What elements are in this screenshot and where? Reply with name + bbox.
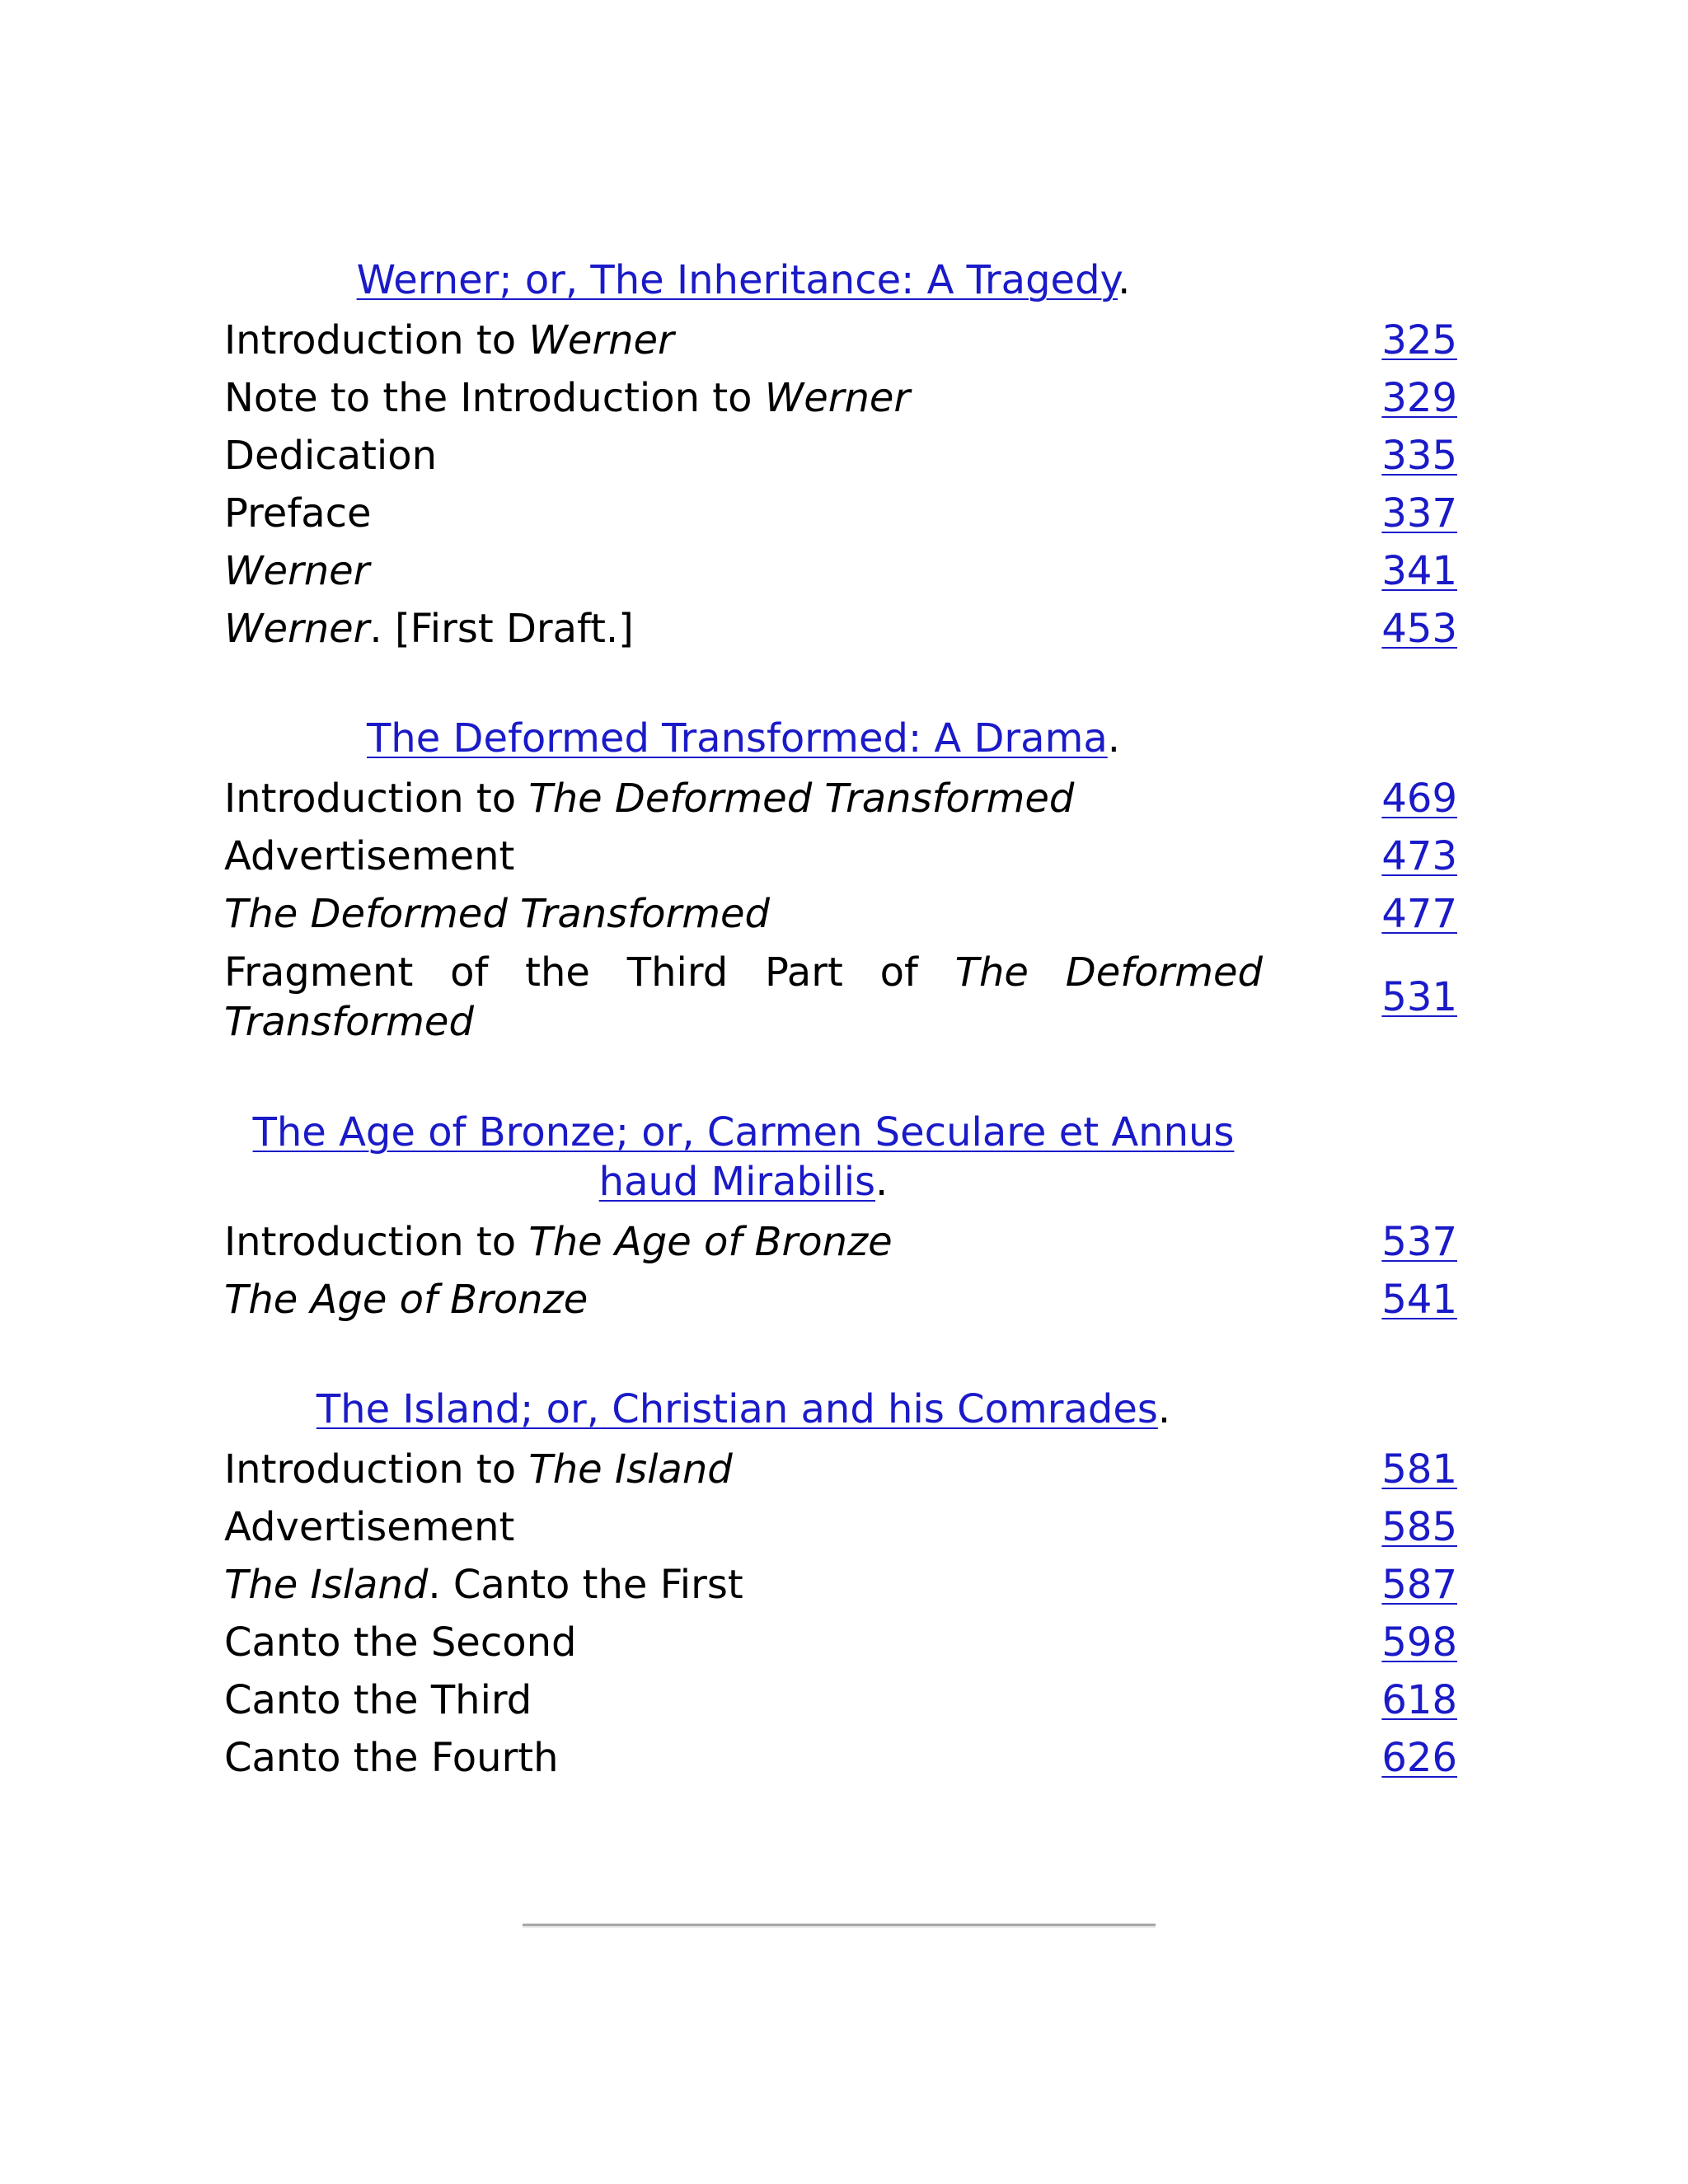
entry-prefix: Canto the Fourth (224, 1735, 559, 1781)
page-link[interactable]: 341 (1381, 548, 1457, 594)
toc-row (224, 827, 1457, 885)
toc-section (224, 1385, 1457, 1787)
entry-text (224, 832, 1263, 881)
page-link[interactable]: 537 (1381, 1219, 1457, 1265)
title-period: . (1118, 257, 1131, 303)
title-period: . (875, 1159, 889, 1205)
toc-section (224, 1108, 1457, 1329)
page-number (1381, 972, 1457, 1022)
entry-text (224, 316, 1263, 365)
page-number (1381, 1502, 1457, 1552)
entry-prefix: Introduction to (224, 1446, 529, 1493)
toc-section (224, 255, 1457, 658)
page-number (1381, 832, 1457, 881)
entry-italic-title: The Island (528, 1446, 733, 1493)
entry-suffix: . Canto the First (428, 1562, 743, 1608)
entry-italic-title: Werner (764, 375, 911, 421)
page-link[interactable]: 325 (1381, 317, 1457, 363)
toc-row (224, 369, 1457, 427)
page-link[interactable]: 337 (1381, 490, 1457, 537)
section-title-link[interactable]: The Age of Bronze; or, Carmen Seculare et Annus haud Mirabilis (252, 1109, 1235, 1205)
page-link[interactable]: 477 (1381, 891, 1457, 937)
entry-suffix: . [First Draft.] (369, 606, 634, 652)
toc-row (224, 1614, 1457, 1671)
entry-text (224, 431, 1263, 480)
page-number (1381, 373, 1457, 423)
page-link[interactable]: 598 (1381, 1619, 1457, 1666)
page-number (1381, 774, 1457, 823)
toc-row (224, 1271, 1457, 1329)
toc-row (224, 885, 1457, 943)
entry-prefix: Advertisement (224, 1504, 515, 1550)
page-link[interactable]: 587 (1381, 1562, 1457, 1608)
entry-prefix: Introduction to (224, 1219, 529, 1265)
page-number (1381, 889, 1457, 939)
entry-text (224, 1560, 1263, 1610)
entry-italic-title: The Island (224, 1562, 429, 1608)
page-number (1381, 1733, 1457, 1783)
entry-prefix: Fragment of the Third Part of (224, 949, 955, 996)
page-link[interactable]: 453 (1381, 606, 1457, 652)
page-number (1381, 1445, 1457, 1494)
entry-text (224, 943, 1263, 1052)
entry-text (224, 1275, 1263, 1324)
entry-text (224, 1618, 1263, 1667)
section-title (224, 1385, 1263, 1434)
entry-text (224, 546, 1263, 596)
entry-text (224, 1445, 1263, 1494)
page-number (1381, 1275, 1457, 1324)
toc-row (224, 312, 1457, 369)
entry-text (224, 604, 1263, 654)
page-link[interactable]: 581 (1381, 1446, 1457, 1493)
page-number (1381, 546, 1457, 596)
entry-italic-title: Werner (528, 317, 674, 363)
section-title (224, 714, 1263, 763)
section-title-link[interactable]: Werner; or, The Inheritance: A Tragedy (356, 257, 1118, 303)
toc-row (224, 943, 1457, 1052)
toc-row (224, 427, 1457, 485)
entry-text (224, 1675, 1263, 1725)
horizontal-rule (523, 1924, 1156, 1928)
toc-section (224, 714, 1457, 1052)
page-number (1381, 1618, 1457, 1667)
toc-row (224, 1498, 1457, 1556)
section-title-link[interactable]: The Deformed Transformed: A Drama (366, 715, 1108, 762)
table-of-contents (224, 255, 1457, 1843)
section-title (224, 255, 1263, 305)
entry-prefix: Canto the Third (224, 1677, 532, 1723)
page-number (1381, 604, 1457, 654)
toc-row (224, 1729, 1457, 1787)
toc-row (224, 485, 1457, 542)
entry-text (224, 489, 1263, 538)
entry-prefix: Preface (224, 490, 372, 537)
page-number (1381, 431, 1457, 480)
toc-row (224, 600, 1457, 658)
entry-text (224, 373, 1263, 423)
page-link[interactable]: 585 (1381, 1504, 1457, 1550)
toc-row (224, 542, 1457, 600)
section-title-link[interactable]: The Island; or, Christian and his Comrades (316, 1386, 1158, 1432)
entry-text (224, 1733, 1263, 1783)
entry-italic-title: The Deformed Transformed (224, 949, 1264, 1045)
entry-text (224, 1217, 1263, 1267)
page-link[interactable]: 541 (1381, 1277, 1457, 1323)
entry-prefix: Introduction to (224, 776, 529, 822)
page-link[interactable]: 531 (1381, 974, 1457, 1020)
page-link[interactable]: 335 (1381, 433, 1457, 479)
page-number (1381, 489, 1457, 538)
entry-text (224, 1502, 1263, 1552)
page-number (1381, 1560, 1457, 1610)
toc-row (224, 1556, 1457, 1614)
section-title (224, 1108, 1263, 1207)
title-period: . (1107, 715, 1121, 762)
page-number (1381, 1217, 1457, 1267)
entry-italic-title: The Deformed Transformed (224, 891, 770, 937)
page-link[interactable]: 329 (1381, 375, 1457, 421)
page-link[interactable]: 618 (1381, 1677, 1457, 1723)
entry-text (224, 774, 1263, 823)
toc-row (224, 770, 1457, 827)
toc-row (224, 1441, 1457, 1498)
entry-prefix: Canto the Second (224, 1619, 577, 1666)
toc-row (224, 1671, 1457, 1729)
entry-prefix: Introduction to (224, 317, 529, 363)
page-link[interactable]: 626 (1381, 1735, 1457, 1781)
page-link[interactable]: 469 (1381, 776, 1457, 822)
page-number (1381, 316, 1457, 365)
entry-text (224, 889, 1263, 939)
entry-italic-title: The Age of Bronze (528, 1219, 893, 1265)
entry-prefix: Note to the Introduction to (224, 375, 765, 421)
entry-italic-title: The Deformed Transformed (528, 776, 1075, 822)
page-link[interactable]: 473 (1381, 833, 1457, 879)
toc-row (224, 1213, 1457, 1271)
entry-italic-title: Werner (224, 606, 370, 652)
entry-prefix: Dedication (224, 433, 438, 479)
title-period: . (1157, 1386, 1171, 1432)
page-number (1381, 1675, 1457, 1725)
entry-prefix: Advertisement (224, 833, 515, 879)
entry-italic-title: Werner (224, 548, 370, 594)
entry-italic-title: The Age of Bronze (224, 1277, 588, 1323)
